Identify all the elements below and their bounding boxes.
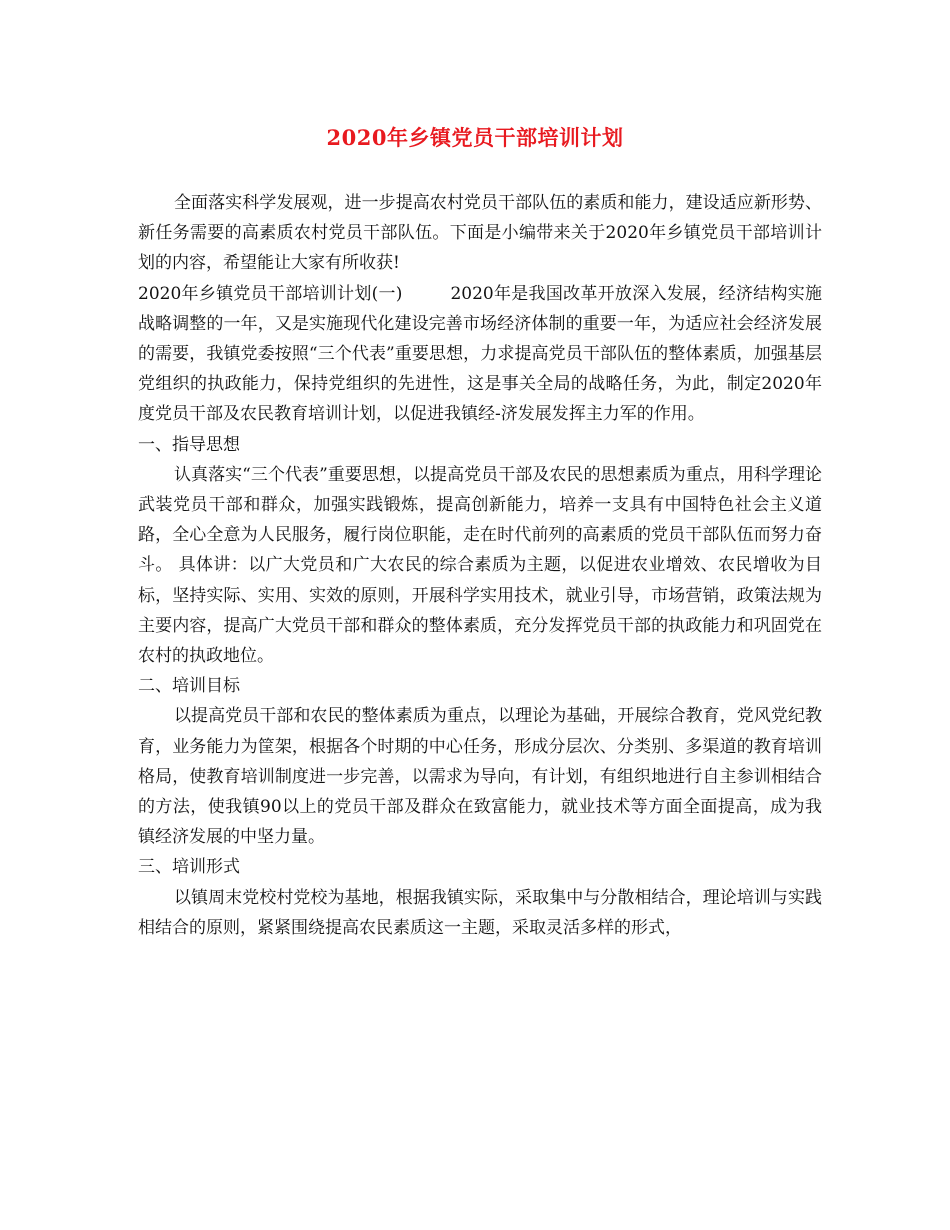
section-body-training-goals: 以提高党员干部和农民的整体素质为重点，以理论为基础，开展综合教育，党风党纪教育，业务能力为筐架，根据各个时期的中心任务，形成分层次、分类别、多渠道的教育培训格局，使教育培训制度进一步完善，以需求为导向，有计划，有组织地进行自主参训相结合的方法，使我镇90以上的党员干部及群众在致富能力，就业技术等方面全面提高，成为我镇经济发展的中坚力量。 [138, 706, 822, 848]
intro-paragraph: 全面落实科学发展观，进一步提高农村党员干部队伍的素质和能力，建设适应新形势、新任务需要的高素质农村党员干部队伍。下面是小编带来关于2020年乡镇党员干部培训计划的内容，希望能让大家有所收获! [138, 193, 822, 274]
section-heading-training-format: 三、培训形式 [138, 857, 240, 878]
document-title: 2020年乡镇党员干部培训计划 [326, 125, 624, 150]
document-body [138, 188, 822, 943]
section-body-training-format: 以镇周末党校村党校为基地，根据我镇实际，采取集中与分散相结合，理论培训与实践相结合的原则，紧紧围绕提高农民素质这一主题，采取灵活多样的形式， [138, 887, 822, 938]
plan-one-body: 2020年是我国改革开放深入发展，经济结构实施战略调整的一年，又是实施现代化建设完善市场经济体制的重要一年，为适应社会经济发展的需要，我镇党委按照“三个代表”重要思想，力求提高党员干部队伍的整体素质，加强基层党组织的执政能力，保持党组织的先进性，这是事关全局的战略任务，为此，制定2020年度党员干部及农民教育培训计划，以促进我镇经-济发展发挥主力军的作用。 [138, 283, 822, 425]
plan-one-heading: 2020年乡镇党员干部培训计划(一) [138, 283, 403, 304]
section-heading-guiding-ideology: 一、指导思想 [138, 434, 240, 455]
section-body-guiding-ideology: 认真落实“三个代表”重要思想，以提高党员干部及农民的思想素质为重点，用科学理论武装党员干部和群众，加强实践锻炼，提高创新能力，培养一支具有中国特色社会主义道路，全心全意为人民服务，履行岗位职能，走在时代前列的高素质的党员干部队伍而努力奋斗。 具体讲：以广大党员和广大农民的综合素质为主题，以促进农业增效、农民增收为目标，坚持实际、实用、实效的原则，开展科学实用技术，就业引导，市场营销，政策法规为主要内容，提高广大党员干部和群众的整体素质，充分发挥党员干部的执政能力和巩固党在农村的执政地位。 [138, 464, 822, 667]
plan-one-paragraph [138, 279, 822, 430]
section-heading-training-goals: 二、培训目标 [138, 676, 240, 697]
